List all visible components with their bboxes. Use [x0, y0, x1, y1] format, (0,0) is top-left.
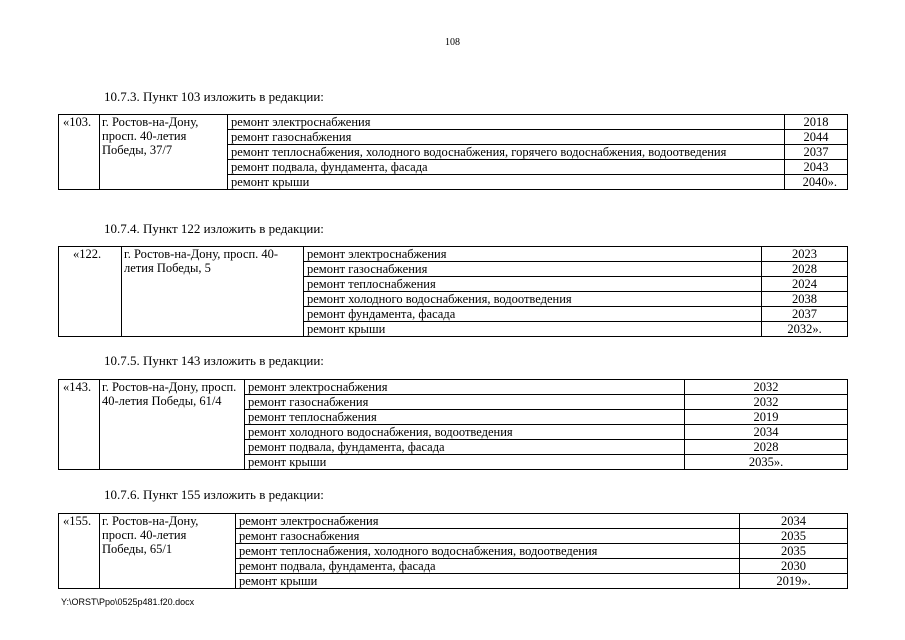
- work-year: 2038: [762, 292, 848, 307]
- work-year: 2030: [740, 559, 848, 574]
- work-year: 2037: [785, 145, 848, 160]
- work-year: 2034: [740, 514, 848, 529]
- work-name: ремонт фундамента, фасада: [304, 307, 762, 322]
- item-address: г. Ростов-на-Дону, просп. 40-летия Победы, 37/7: [100, 115, 228, 190]
- work-year: 2035».: [685, 455, 848, 470]
- work-name: ремонт газоснабжения: [245, 395, 685, 410]
- work-name: ремонт подвала, фундамента, фасада: [236, 559, 740, 574]
- work-year: 2040».: [785, 175, 848, 190]
- work-name: ремонт крыши: [304, 322, 762, 337]
- item-table: [58, 114, 848, 190]
- work-name: ремонт теплоснабжения, холодного водоснабжения, горячего водоснабжения, водоотведения: [228, 145, 785, 160]
- section-heading: 10.7.6. Пункт 155 изложить в редакции:: [104, 487, 324, 502]
- work-name: ремонт электроснабжения: [236, 514, 740, 529]
- work-year: 2044: [785, 130, 848, 145]
- table-row: [59, 247, 848, 262]
- section-heading: 10.7.5. Пункт 143 изложить в редакции:: [104, 353, 324, 368]
- work-year: 2024: [762, 277, 848, 292]
- work-year: 2035: [740, 544, 848, 559]
- work-year: 2019».: [740, 574, 848, 589]
- work-year: 2037: [762, 307, 848, 322]
- work-year: 2043: [785, 160, 848, 175]
- work-name: ремонт крыши: [236, 574, 740, 589]
- work-year: 2035: [740, 529, 848, 544]
- file-path-footer: Y:\ORST\Ppo\0525p481.f20.docx: [61, 597, 195, 607]
- work-year: 2018: [785, 115, 848, 130]
- work-name: ремонт газоснабжения: [304, 262, 762, 277]
- work-year: 2023: [762, 247, 848, 262]
- work-year: 2028: [762, 262, 848, 277]
- work-name: ремонт теплоснабжения, холодного водоснабжения, водоотведения: [236, 544, 740, 559]
- work-name: ремонт холодного водоснабжения, водоотведения: [304, 292, 762, 307]
- work-name: ремонт газоснабжения: [228, 130, 785, 145]
- work-year: 2032: [685, 395, 848, 410]
- item-table: [58, 513, 848, 589]
- work-year: 2032».: [762, 322, 848, 337]
- item-address: г. Ростов-на-Дону, просп. 40-летия Победы, 61/4: [100, 380, 245, 470]
- work-name: ремонт теплоснабжения: [245, 410, 685, 425]
- item-number: «122.: [59, 247, 122, 337]
- table-row: [59, 380, 848, 395]
- work-year: 2034: [685, 425, 848, 440]
- item-table: [58, 246, 848, 337]
- section-heading: 10.7.4. Пункт 122 изложить в редакции:: [104, 221, 324, 236]
- item-address: г. Ростов-на-Дону, просп. 40-летия Победы, 65/1: [100, 514, 236, 589]
- table-row: [59, 514, 848, 529]
- work-name: ремонт крыши: [245, 455, 685, 470]
- item-number: «143.: [59, 380, 100, 470]
- work-name: ремонт электроснабжения: [304, 247, 762, 262]
- table-row: [59, 115, 848, 130]
- work-name: ремонт электроснабжения: [245, 380, 685, 395]
- item-number: «155.: [59, 514, 100, 589]
- item-number: «103.: [59, 115, 100, 190]
- page-number: 108: [445, 37, 460, 48]
- work-name: ремонт электроснабжения: [228, 115, 785, 130]
- section-heading: 10.7.3. Пункт 103 изложить в редакции:: [104, 89, 324, 104]
- work-year: 2019: [685, 410, 848, 425]
- work-name: ремонт теплоснабжения: [304, 277, 762, 292]
- work-name: ремонт подвала, фундамента, фасада: [245, 440, 685, 455]
- work-name: ремонт подвала, фундамента, фасада: [228, 160, 785, 175]
- item-address: г. Ростов-на-Дону, просп. 40-летия Победы, 5: [122, 247, 304, 337]
- work-year: 2028: [685, 440, 848, 455]
- work-name: ремонт газоснабжения: [236, 529, 740, 544]
- work-name: ремонт холодного водоснабжения, водоотведения: [245, 425, 685, 440]
- item-table: [58, 379, 848, 470]
- work-name: ремонт крыши: [228, 175, 785, 190]
- work-year: 2032: [685, 380, 848, 395]
